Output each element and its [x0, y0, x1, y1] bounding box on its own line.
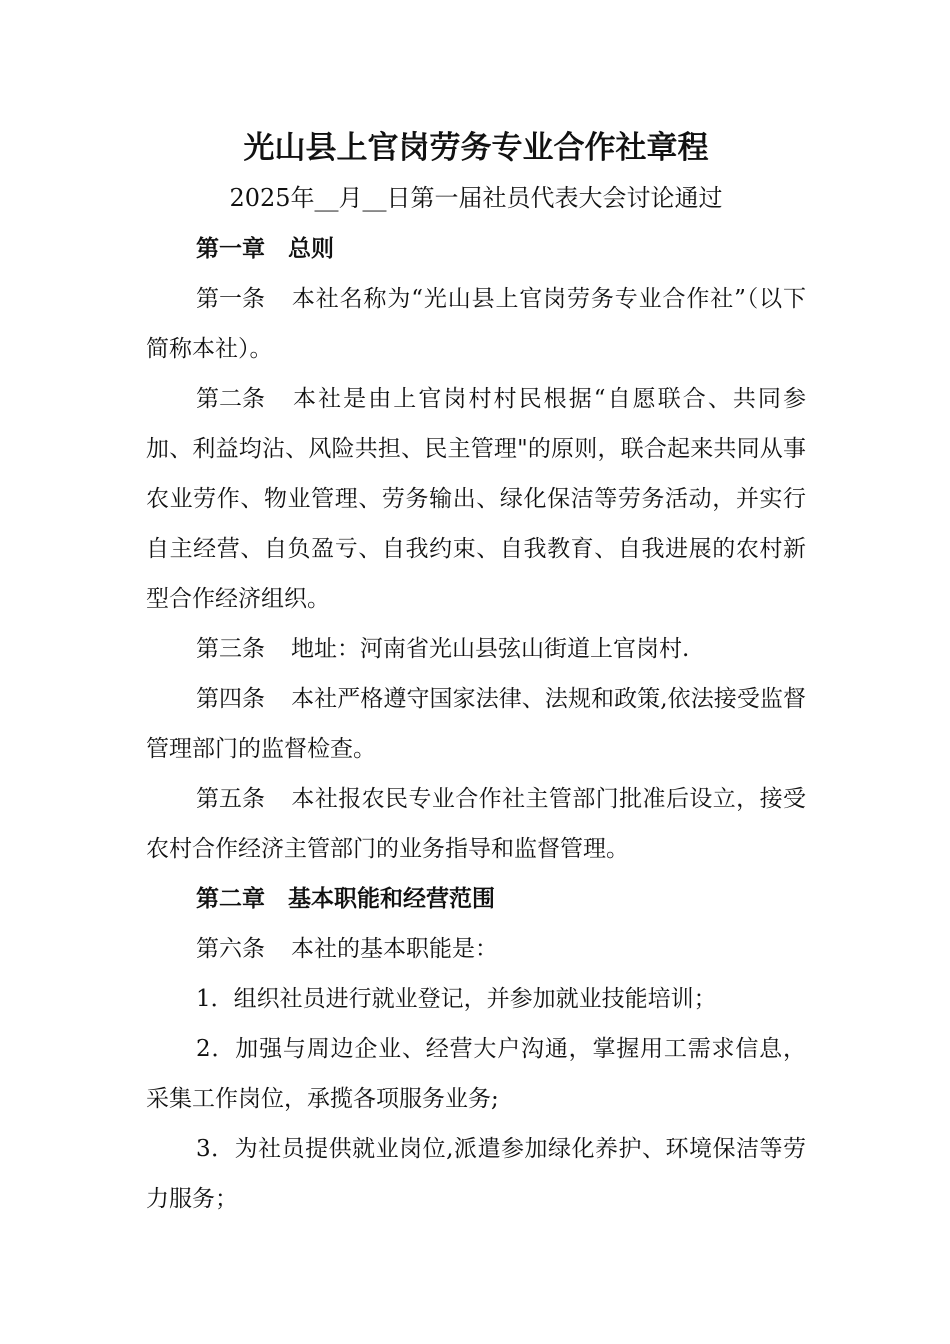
article-text: 本社的基本职能是： — [291, 936, 498, 962]
chapter-heading-1: 第一章 总则 — [196, 236, 334, 262]
article-6 — [146, 924, 806, 974]
article-3 — [146, 624, 806, 674]
article-text: 地址：河南省光山县弦山街道上官岗村. — [291, 636, 690, 662]
article-label: 第一条 — [196, 286, 265, 312]
article-text: 本社名称为“光山县上官岗劳务专业合作社”（以下简称本社）。 — [146, 286, 806, 362]
article-text: 本社是由上官岗村村民根据“自愿联合、共同参加、利益均沾、风险共担、民主管理"的原则，联合起来共同从事农业劳作、物业管理、劳务输出、绿化保洁等劳务活动，并实行自主经营、自负盈亏、自我约束、自我教育、自我进展的农村新型合作经济组织。 — [146, 386, 806, 612]
article-4 — [146, 674, 806, 774]
document-subtitle: 2025年__月__日第一届社员代表大会讨论通过 — [229, 184, 723, 212]
article-label: 第三条 — [196, 636, 265, 662]
article-text: 本社严格遵守国家法律、法规和政策,依法接受监督管理部门的监督检查。 — [146, 686, 806, 762]
document-title: 光山县上官岗劳务专业合作社章程 — [243, 130, 709, 166]
article-5 — [146, 774, 806, 874]
article-text: 本社报农民专业合作社主管部门批准后设立，接受农村合作经济主管部门的业务指导和监督管理。 — [146, 786, 806, 862]
article-label: 第四条 — [196, 686, 265, 712]
article-label: 第六条 — [196, 936, 265, 962]
article-1 — [146, 274, 806, 374]
article-2 — [146, 374, 806, 624]
article-label: 第二条 — [196, 386, 265, 412]
chapter-heading-2: 第二章 基本职能和经营范围 — [196, 886, 495, 912]
function-item-3: 3．为社员提供就业岗位,派遣参加绿化养护、环境保洁等劳力服务； — [146, 1136, 806, 1212]
function-item-1: 1．组织社员进行就业登记，并参加就业技能培训； — [196, 986, 717, 1012]
article-label: 第五条 — [196, 786, 265, 812]
function-item-2: 2．加强与周边企业、经营大户沟通，掌握用工需求信息，采集工作岗位，承揽各项服务业务; — [146, 1036, 806, 1112]
document-body — [146, 122, 806, 1224]
